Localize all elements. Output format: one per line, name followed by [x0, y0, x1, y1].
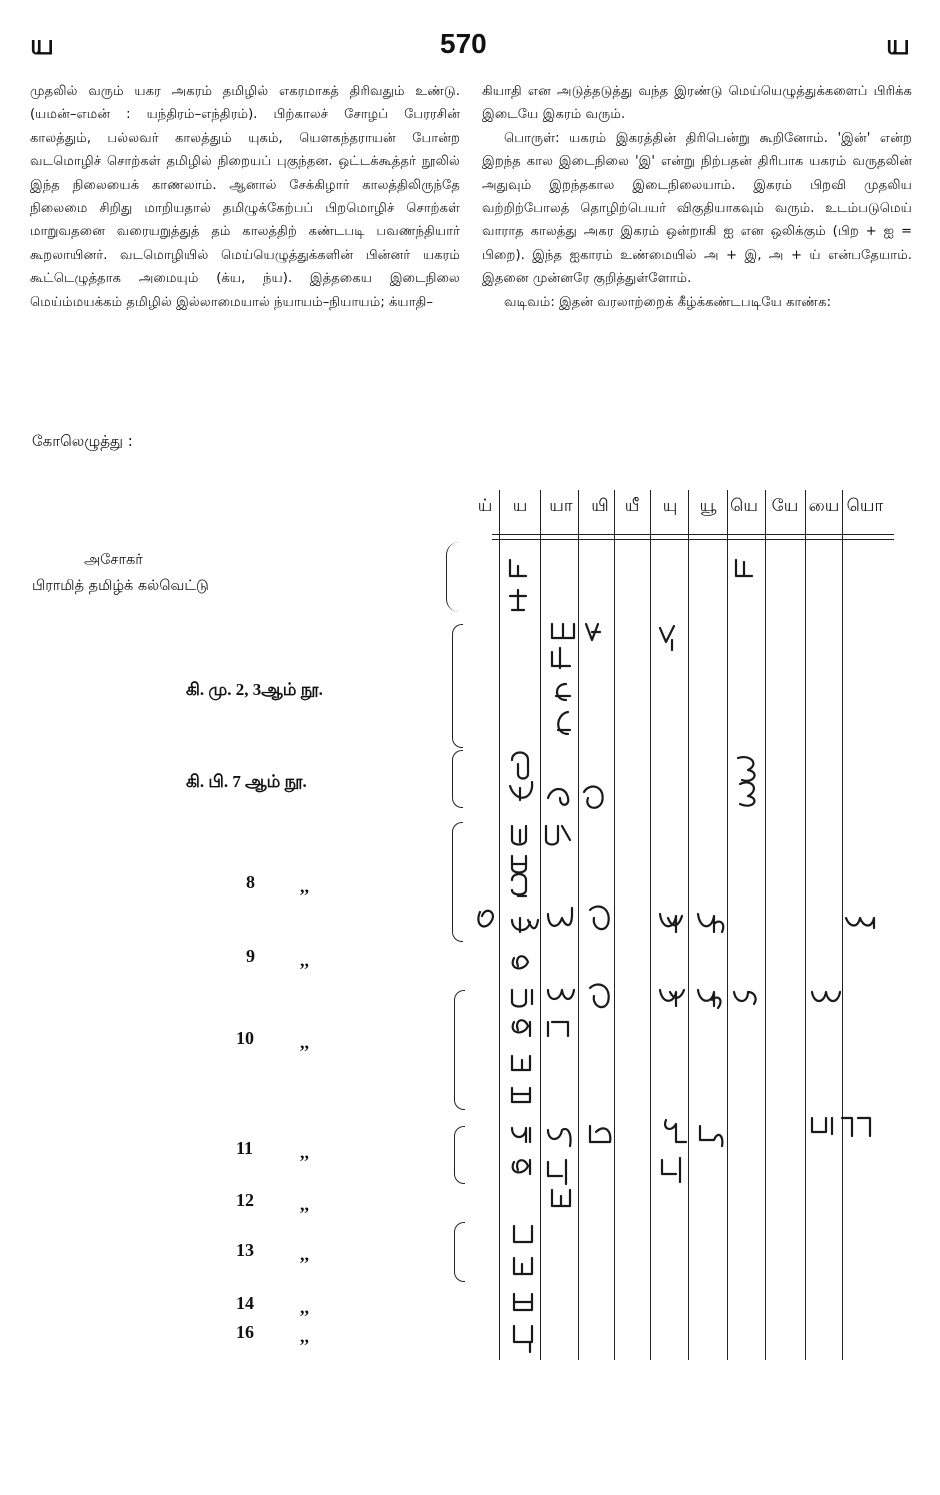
yaa-glyph — [552, 648, 570, 668]
yaa-glyph — [552, 1190, 570, 1206]
header-right-letter: ய — [886, 28, 911, 61]
right-column-paragraph-form: வடிவம்: இதன் வரலாற்றைக் கீழ்க்கண்டபடியே காண்க: — [504, 294, 832, 310]
yi-glyph — [584, 787, 603, 808]
yaa-glyph — [548, 789, 568, 805]
ya-glyph — [514, 1258, 532, 1274]
header-ye: யெ — [730, 496, 758, 516]
header-yai: யை — [808, 496, 840, 516]
header-yo: யொ — [846, 496, 884, 516]
brahmi-ya-glyph — [510, 590, 526, 610]
ya-glyph — [510, 782, 532, 800]
ditto-mark: ,, — [300, 1297, 309, 1317]
yaa-glyph — [548, 908, 572, 926]
page-number: 570 — [440, 28, 487, 59]
ditto-mark: ,, — [300, 876, 309, 896]
ditto-mark: ,, — [300, 1194, 309, 1214]
yuu-glyph — [698, 990, 720, 1008]
yaa-glyph — [558, 712, 570, 734]
yuu-glyph — [700, 1126, 722, 1146]
brahmi-ye-glyph — [736, 560, 752, 576]
yu-glyph — [665, 1120, 686, 1142]
yaa-glyph — [552, 624, 574, 638]
ya-glyph — [514, 1326, 532, 1352]
ya-glyph — [512, 753, 528, 779]
yai-glyph — [812, 992, 840, 1001]
header-yu: யு — [662, 496, 678, 516]
yu-glyph — [660, 626, 674, 650]
ye-glyph — [734, 992, 756, 1004]
ya-glyph — [512, 826, 526, 845]
ashokan-label-line2: பிராமித் தமிழ்க் கல்வெட்டு — [32, 578, 209, 594]
yi-glyph — [586, 624, 600, 640]
century-label: 12 — [236, 1190, 254, 1210]
ditto-mark: ,, — [300, 950, 309, 970]
header-yaa: யா — [549, 496, 573, 516]
yaa-glyph — [548, 1022, 568, 1036]
ya-glyph — [512, 918, 538, 932]
ashokan-label-line1: அசோகர் — [84, 552, 143, 568]
yu-glyph — [660, 990, 684, 1006]
header-left-letter: ய — [30, 28, 55, 61]
yu-glyph — [662, 1158, 680, 1182]
yaa-glyph — [548, 1160, 566, 1184]
ya-glyph — [513, 1020, 530, 1036]
ditto-mark: ,, — [300, 1326, 309, 1346]
ye-glyph — [738, 757, 755, 781]
yi-glyph — [590, 906, 609, 929]
yuu-glyph — [698, 914, 723, 932]
ditto-mark: ,, — [300, 1032, 309, 1052]
century-label: 10 — [236, 1028, 254, 1048]
ya-glyph — [512, 874, 526, 896]
header-yi: யி — [591, 496, 609, 516]
ya-glyph — [513, 956, 528, 968]
ditto-mark: ,, — [300, 1244, 309, 1264]
ya-glyph — [512, 856, 526, 873]
header-ya: ய — [512, 496, 528, 516]
y-consonant-glyph — [478, 911, 493, 927]
ditto-mark: ,, — [300, 1142, 309, 1162]
header-yuu: யூ — [699, 496, 717, 516]
kolezhuthu-label: கோலெழுத்து : — [32, 432, 133, 450]
century-label: 14 — [236, 1293, 254, 1313]
yaa-glyph — [548, 990, 574, 999]
brahmi-ya-glyph — [510, 560, 526, 576]
ye-glyph — [740, 782, 754, 805]
century-label: 11 — [236, 1138, 254, 1158]
header-yee: யே — [771, 496, 799, 516]
period-label-ad7: கி. பி. 7 ஆம் நூ. — [186, 772, 307, 791]
ya-glyph — [514, 1226, 532, 1242]
yi-glyph — [590, 984, 609, 1007]
period-label-bc: கி. மு. 2, 3ஆம் நூ. — [186, 680, 323, 699]
ya-glyph — [513, 1160, 530, 1174]
yi-glyph — [590, 1126, 610, 1142]
yu-glyph — [660, 914, 682, 932]
yaa-glyph — [548, 1129, 571, 1146]
header-y-consonant: ய் — [477, 496, 493, 516]
century-label: 9 — [246, 946, 255, 966]
ya-glyph — [512, 1056, 530, 1070]
ya-glyph — [514, 1294, 532, 1310]
ya-glyph — [512, 990, 532, 1007]
yo-glyph — [846, 918, 874, 928]
header-yii: யீ — [624, 496, 640, 516]
left-column-paragraph: முதலில் வரும் யகர அகரம் தமிழில் எகரமாகத் திரிவதும் உண்டு. (யமன்–எமன் : யந்திரம்–எந்திரம்). பிற்காலச் சோழப் பேரரசின் காலத்தும், பல்லவர் காலத்தும் யுகம், யௌகந்தராயன் போன்ற வடமொழிச் சொற்கள் தமிழில் நிறையப் புகுந்தன. ஒட்டக்கூத்தர் நூலில் இந்த நிலையைக் காணலாம். ஆனால் சேக்கிழார் காலத்திலிருந்தே நிலைமை சிறிது மாறியதால் தமிழுக்கேற்பப் பிறமொழிச் சொற்கள் மாறுவதனை வரையறுத்துத் தம் காலத்திற் கண்டபடி பவணந்தியார் கூறலாயினர். வடமொழியில் மெய்யெழுத்துக்களின் பின்னர் யகரம் கூட்டெழுத்தாக அமையும் (க்ய, ந்ய). இத்தகைய இடைநிலை மெய்ம்மயக்கம் தமிழில் இல்லாமையால் ந்யாயம்–நியாயம்; க்யாதி– — [30, 84, 460, 310]
ya-glyph — [512, 1088, 530, 1102]
ya-glyph — [512, 1128, 530, 1142]
century-label: 13 — [236, 1240, 254, 1260]
yaa-glyph — [546, 826, 570, 845]
century-label: 8 — [246, 872, 255, 892]
right-column-paragraph-meaning: பொருள்: யகரம் இகரத்தின் திரிபென்று கூறினோம். 'இன்' என்ற இறந்த கால இடைநிலை 'இ' என்று நிற்பதன் திரிபாக யகரம் வருதலின் அதுவும் இறந்தகால இடைநிலையாம். இகரம் பிறவி முதலிய வற்றிற்போலத் தொழிற்பெயர் விகுதியாகவும் வரும். உடம்படுமெய் வாராத காலத்து அகர இகரம் ஒன்றாகி ஐ என ஒலிக்கும் (பிற + ஐ = பிறை). இந்த ஐகாரம் உண்மையில் அ + இ, அ + ய் என்பதேயாம். இதனை முன்னரே குறித்துள்ளோம். — [482, 130, 912, 287]
right-column-continuation: கியாதி என அடுத்தடுத்து வந்த இரண்டு மெய்யெழுத்துக்களைப் பிரிக்க இடையே இகரம் வரும். — [482, 84, 912, 123]
yaa-glyph — [556, 684, 570, 700]
yai-glyph — [812, 1118, 870, 1136]
century-label: 16 — [236, 1322, 254, 1342]
